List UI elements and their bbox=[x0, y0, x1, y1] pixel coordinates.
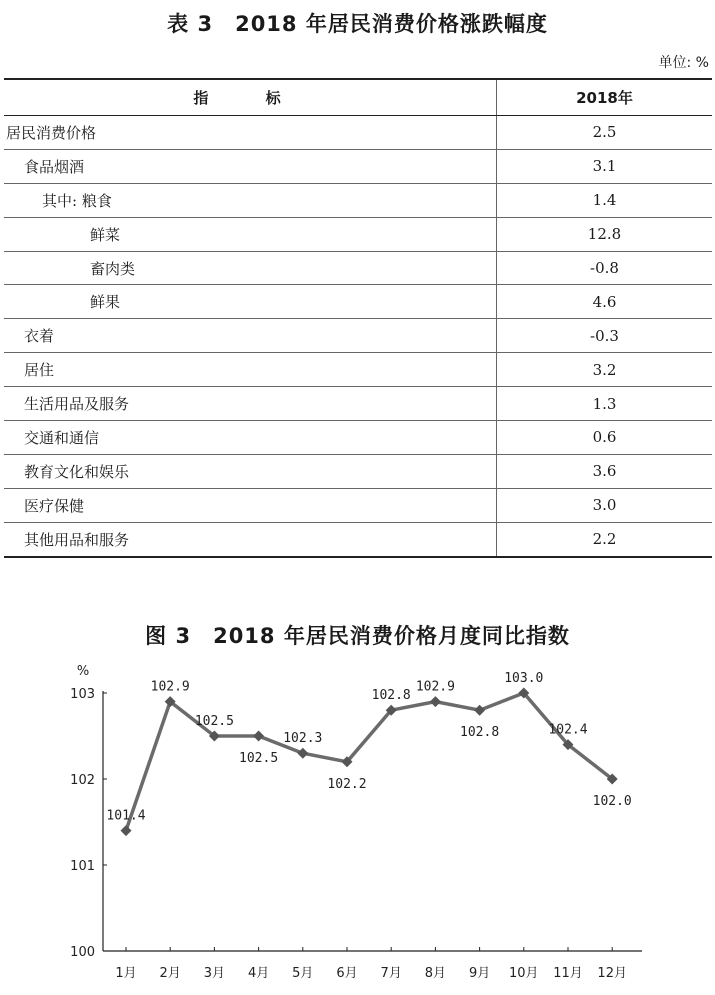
x-tick-label: 3月 bbox=[203, 966, 226, 981]
x-tick-label: 1月 bbox=[115, 966, 137, 981]
data-point-marker bbox=[430, 696, 441, 707]
data-label: 102.2 bbox=[327, 776, 367, 792]
x-tick-label: 9月 bbox=[468, 966, 491, 981]
row-value: 1.4 bbox=[497, 183, 713, 217]
header-year: 2018年 bbox=[497, 79, 713, 116]
row-value: 1.3 bbox=[497, 387, 713, 421]
row-value: 3.1 bbox=[497, 149, 713, 183]
data-label: 101.4 bbox=[106, 808, 146, 824]
data-point-marker bbox=[121, 825, 132, 836]
y-tick-label: 103 bbox=[70, 687, 95, 702]
row-value: 12.8 bbox=[497, 217, 713, 251]
x-tick-label: 2月 bbox=[159, 966, 181, 981]
row-indicator: 居住 bbox=[4, 353, 497, 387]
row-indicator: 食品烟酒 bbox=[4, 149, 497, 183]
row-indicator: 衣着 bbox=[4, 319, 497, 353]
row-indicator: 教育文化和娱乐 bbox=[4, 454, 497, 488]
y-tick-label: 102 bbox=[70, 773, 95, 788]
data-label: 102.5 bbox=[239, 751, 279, 766]
x-tick-label: 7月 bbox=[380, 966, 402, 981]
data-label: 102.9 bbox=[415, 679, 455, 695]
y-axis-unit-label: % bbox=[76, 664, 90, 679]
data-label: 102.3 bbox=[283, 731, 323, 747]
x-tick-label: 5月 bbox=[292, 966, 314, 981]
data-label: 102.8 bbox=[460, 725, 500, 741]
row-value: -0.8 bbox=[497, 251, 713, 285]
row-value: 4.6 bbox=[497, 285, 713, 319]
chart-title: 图 3 2018 年居民消费价格月度同比指数 bbox=[145, 624, 570, 648]
y-tick-label: 100 bbox=[70, 945, 95, 960]
data-label: 103.0 bbox=[504, 671, 544, 686]
table-title: 表 3 2018 年居民消费价格涨跌幅度 bbox=[167, 12, 548, 36]
row-indicator: 畜肉类 bbox=[4, 251, 497, 285]
row-indicator: 鲜菜 bbox=[4, 217, 497, 251]
data-point-marker bbox=[474, 705, 485, 716]
row-value: 3.6 bbox=[497, 454, 713, 488]
row-value: 3.2 bbox=[497, 353, 713, 387]
header-indicator-label: 指 标 bbox=[193, 89, 307, 107]
x-tick-label: 6月 bbox=[336, 966, 358, 981]
row-value: 2.2 bbox=[497, 522, 713, 556]
row-indicator: 交通和通信 bbox=[4, 421, 497, 455]
row-value: 3.0 bbox=[497, 488, 713, 522]
x-tick-label: 10月 bbox=[509, 966, 539, 981]
row-indicator: 居民消费价格 bbox=[4, 116, 497, 150]
row-indicator: 生活用品及服务 bbox=[4, 387, 497, 421]
data-label: 102.4 bbox=[548, 722, 588, 738]
x-tick-label: 12月 bbox=[597, 966, 627, 981]
row-indicator: 医疗保健 bbox=[4, 488, 497, 522]
unit-label: 单位: % bbox=[658, 55, 709, 71]
data-label: 102.5 bbox=[194, 714, 234, 729]
data-label: 102.8 bbox=[371, 688, 411, 704]
row-indicator: 其中: 粮食 bbox=[4, 183, 497, 217]
row-indicator: 鲜果 bbox=[4, 285, 497, 319]
data-point-marker bbox=[297, 748, 308, 759]
y-tick-label: 101 bbox=[70, 859, 95, 874]
row-value: -0.3 bbox=[497, 319, 713, 353]
data-label: 102.9 bbox=[150, 679, 190, 695]
x-tick-label: 11月 bbox=[553, 966, 583, 981]
x-tick-label: 8月 bbox=[424, 966, 447, 981]
x-tick-label: 4月 bbox=[247, 966, 270, 981]
data-label: 102.0 bbox=[592, 794, 632, 809]
row-value: 2.5 bbox=[497, 116, 713, 150]
row-indicator: 其他用品和服务 bbox=[4, 522, 497, 556]
row-value: 0.6 bbox=[497, 421, 713, 455]
data-point-marker bbox=[253, 731, 264, 742]
